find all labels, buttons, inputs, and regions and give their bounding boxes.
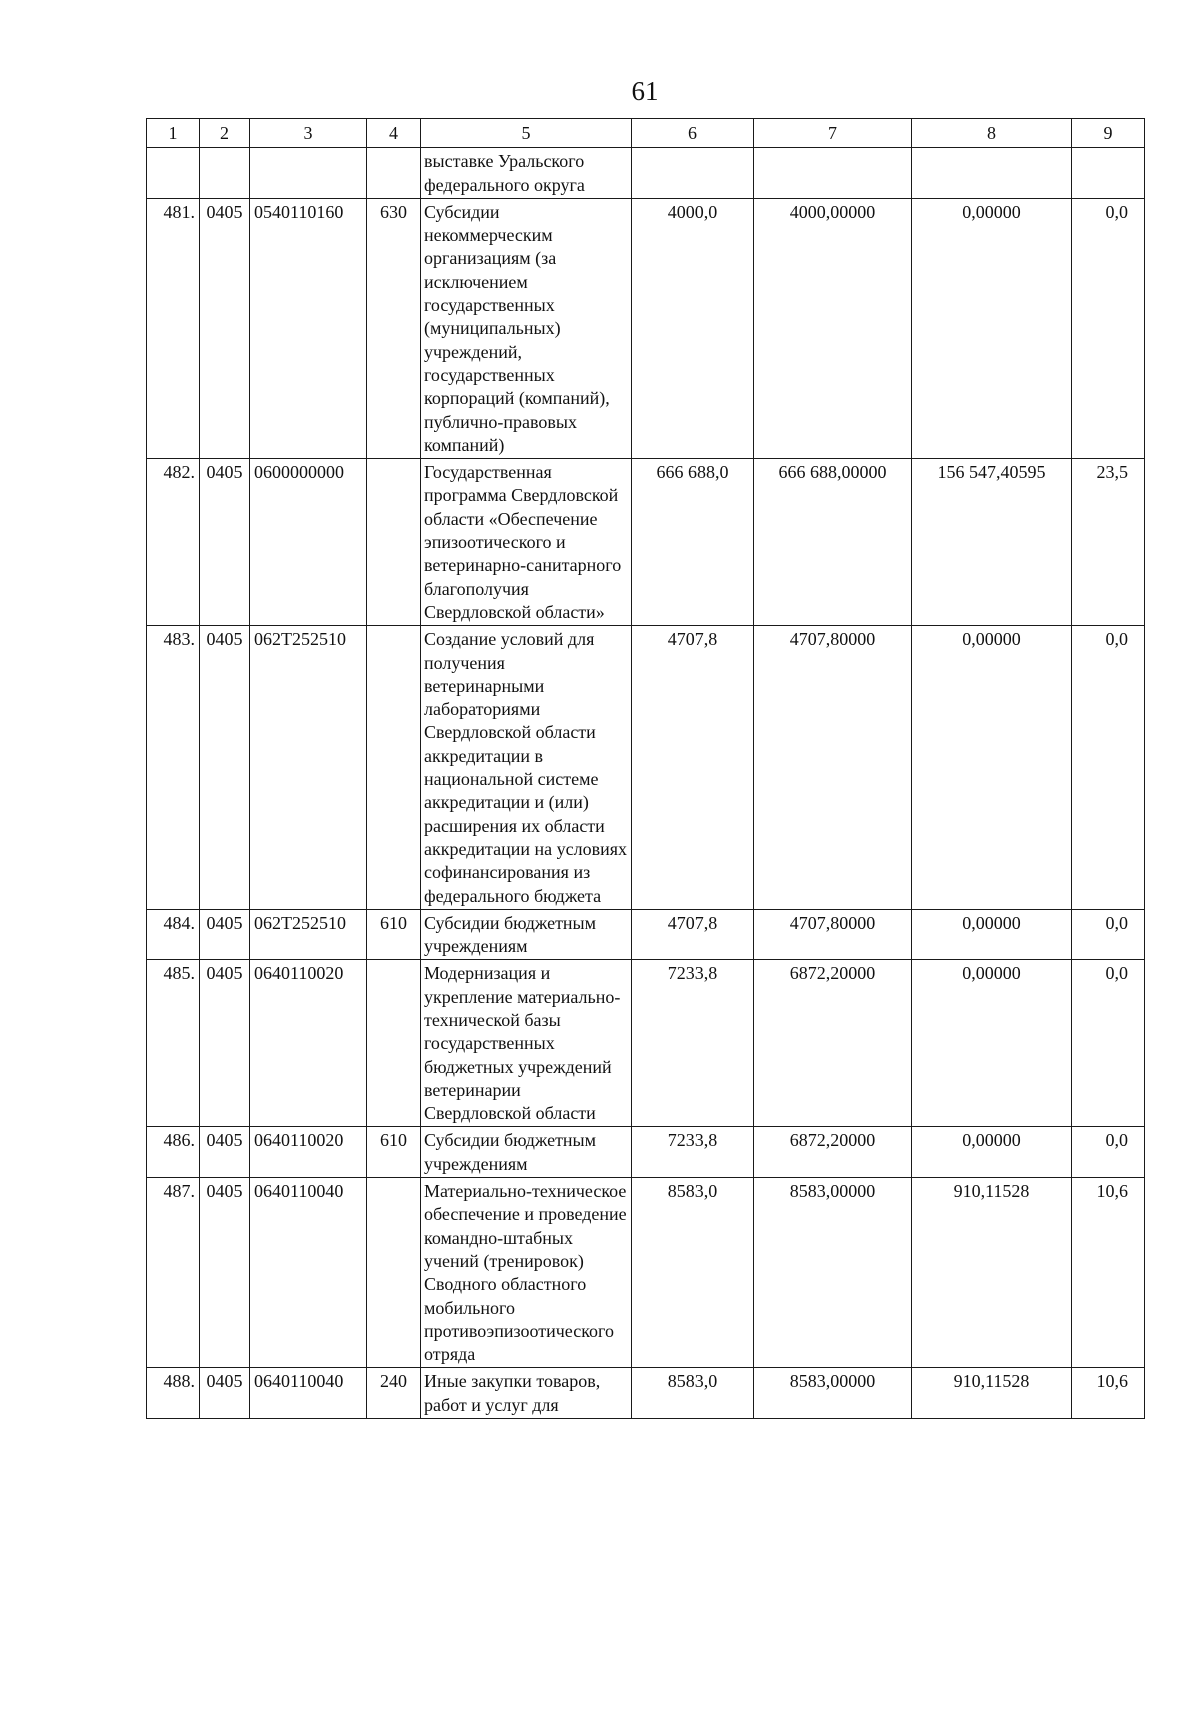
planned-amount: 4000,00000 [754,198,912,458]
target-item-code: 0640110040 [250,1368,367,1419]
target-item-code: 0640110020 [250,960,367,1127]
executed-amount: 0,00000 [912,198,1072,458]
execution-percent: 0,0 [1072,909,1145,960]
column-header-8: 8 [912,119,1072,148]
item-name: Создание условий для получения ветеринарными лабораториями Свердловской области аккредитации в национальной системе аккредитации и (или) расширения их области аккредитации на условиях софинансирования из федерального бюджета [421,626,632,910]
target-item-code: 0640110040 [250,1178,367,1368]
table-row [147,1368,1145,1419]
planned-amount: 8583,00000 [754,1178,912,1368]
row-number: 484. [147,909,200,960]
execution-percent: 10,6 [1072,1178,1145,1368]
item-name: Субсидии некоммерческим организациям (за исключением государственных (муниципальных) учреждений, государственных корпораций (компаний), публично-правовых компаний) [421,198,632,458]
expense-type-code: 610 [367,1127,421,1178]
execution-percent: 23,5 [1072,459,1145,626]
continuation-row [147,148,1145,199]
expense-type-code: 630 [367,198,421,458]
column-header-7: 7 [754,119,912,148]
executed-amount: 910,11528 [912,1368,1072,1419]
column-header-5: 5 [421,119,632,148]
planned-amount: 8583,00000 [754,1368,912,1419]
expense-type-code [367,626,421,910]
item-name: Субсидии бюджетным учреждениям [421,1127,632,1178]
section-code: 0405 [200,1127,250,1178]
row-number: 482. [147,459,200,626]
section-code: 0405 [200,459,250,626]
planned-amount: 4707,80000 [754,626,912,910]
column-header-2: 2 [200,119,250,148]
approved-amount: 4707,8 [632,909,754,960]
target-item-code: 0640110020 [250,1127,367,1178]
planned-amount: 6872,20000 [754,1127,912,1178]
continuation-name: выставке Уральского федерального округа [421,148,632,199]
section-code: 0405 [200,198,250,458]
section-code: 0405 [200,960,250,1127]
column-header-9: 9 [1072,119,1145,148]
execution-percent: 0,0 [1072,960,1145,1127]
approved-amount: 4707,8 [632,626,754,910]
header-row [147,119,1145,148]
row-number: 487. [147,1178,200,1368]
table-row [147,459,1145,626]
table-row [147,960,1145,1127]
approved-amount: 8583,0 [632,1178,754,1368]
budget-table [146,118,1145,1419]
item-name: Государственная программа Свердловской области «Обеспечение эпизоотического и ветеринарно-санитарного благополучия Свердловской области» [421,459,632,626]
item-name: Иные закупки товаров, работ и услуг для [421,1368,632,1419]
column-header-4: 4 [367,119,421,148]
executed-amount: 0,00000 [912,1127,1072,1178]
column-header-3: 3 [250,119,367,148]
target-item-code: 0540110160 [250,198,367,458]
row-number: 481. [147,198,200,458]
execution-percent: 0,0 [1072,198,1145,458]
row-number: 486. [147,1127,200,1178]
section-code: 0405 [200,1368,250,1419]
planned-amount: 6872,20000 [754,960,912,1127]
table-row [147,909,1145,960]
approved-amount: 8583,0 [632,1368,754,1419]
expense-type-code: 240 [367,1368,421,1419]
table-row [147,198,1145,458]
target-item-code: 062T252510 [250,626,367,910]
execution-percent: 0,0 [1072,626,1145,910]
approved-amount: 7233,8 [632,1127,754,1178]
executed-amount: 910,11528 [912,1178,1072,1368]
table-row [147,1178,1145,1368]
expense-type-code [367,1178,421,1368]
page-number: 61 [631,76,659,106]
table-row [147,626,1145,910]
row-number: 488. [147,1368,200,1419]
column-header-6: 6 [632,119,754,148]
section-code: 0405 [200,1178,250,1368]
target-item-code: 0600000000 [250,459,367,626]
approved-amount: 666 688,0 [632,459,754,626]
target-item-code: 062T252510 [250,909,367,960]
approved-amount: 7233,8 [632,960,754,1127]
item-name: Материально-техническое обеспечение и проведение командно-штабных учений (тренировок) Сводного областного мобильного противоэпизоотического отряда [421,1178,632,1368]
column-header-1: 1 [147,119,200,148]
expense-type-code: 610 [367,909,421,960]
expense-type-code [367,960,421,1127]
item-name: Модернизация и укрепление материально-технической базы государственных бюджетных учреждений ветеринарии Свердловской области [421,960,632,1127]
section-code: 0405 [200,909,250,960]
expense-type-code [367,459,421,626]
planned-amount: 666 688,00000 [754,459,912,626]
execution-percent: 0,0 [1072,1127,1145,1178]
executed-amount: 0,00000 [912,909,1072,960]
table-row [147,1127,1145,1178]
executed-amount: 0,00000 [912,626,1072,910]
section-code: 0405 [200,626,250,910]
execution-percent: 10,6 [1072,1368,1145,1419]
row-number: 485. [147,960,200,1127]
planned-amount: 4707,80000 [754,909,912,960]
row-number: 483. [147,626,200,910]
executed-amount: 0,00000 [912,960,1072,1127]
item-name: Субсидии бюджетным учреждениям [421,909,632,960]
approved-amount: 4000,0 [632,198,754,458]
executed-amount: 156 547,40595 [912,459,1072,626]
